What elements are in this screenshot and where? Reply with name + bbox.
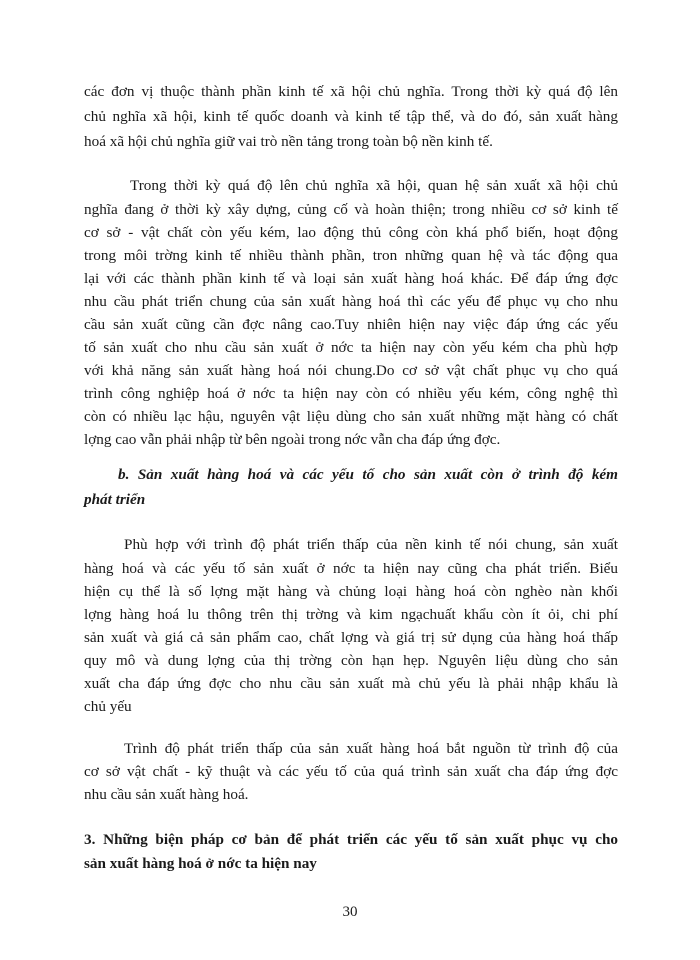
text-line: hoá xã hội chủ nghĩa giữ vai trò nền tảng trong toàn bộ nền kinh tế.	[84, 133, 493, 150]
text-line: cơ sở vật chất - kỹ thuật và các yếu tố của quá trình sản xuất cha đáp ứng đợc	[84, 763, 618, 780]
text-line: với khả năng sản xuất hàng hoá nói chung.Do cơ sở vật chất phục vụ cho quá	[84, 362, 618, 379]
text-line: trong môi trờng kinh tế nhiều thành phần, tron những quan hệ và tác động qua	[84, 247, 618, 264]
heading-line: 3. Những biện pháp cơ bản để phát triển các yếu tố sản xuất phục vụ cho	[84, 831, 618, 848]
heading-line: sản xuất hàng hoá ở nớc ta hiện nay	[84, 855, 317, 872]
text-line: lợng cao vẫn phải nhập từ bên ngoài trong nớc vẫn cha đáp ứng đợc.	[84, 431, 501, 448]
text-line: trình công nghiệp hoá ở nớc ta hiện nay còn có nhiều yếu kém, công nghệ thì	[84, 385, 618, 402]
text-line: cầu sản xuất cũng cần đợc nâng cao.Tuy nhiên hiện nay việc đáp ứng các yếu	[84, 316, 618, 333]
text-line: tố sản xuất cho nhu cầu sản xuất ở nớc ta hiện nay còn yếu kém cha phù hợp	[84, 339, 618, 356]
text-line: các đơn vị thuộc thành phần kinh tế xã hội chủ nghĩa. Trong thời kỳ quá độ lên	[84, 83, 618, 100]
text-line: quy mô và dung lợng của thị trờng còn hạn hẹp. Nguyên liệu dùng cho sản	[84, 652, 618, 669]
text-line: cơ sở - vật chất còn yếu kém, lao động thủ công còn khá phổ biến, hoạt động	[84, 224, 618, 241]
text-line: chủ nghĩa xã hội, kinh tế quốc doanh và kinh tế tập thể, và do đó, sản xuất hàng	[84, 108, 618, 125]
text-line: Trình độ phát triển thấp của sản xuất hàng hoá bắt nguồn từ trình độ của	[124, 740, 618, 757]
text-line: nhu cầu sản xuất hàng hoá.	[84, 786, 249, 803]
text-line: Trong thời kỳ quá độ lên chủ nghĩa xã hội, quan hệ sản xuất xã hội chủ	[130, 177, 618, 194]
heading-line: b. Sản xuất hàng hoá và các yếu tố cho sản xuất còn ở trình độ kém	[118, 466, 618, 483]
text-line: hiện cụ thể là số lợng mặt hàng và chủng loại hàng hoá còn nghèo nàn khối	[84, 583, 618, 600]
text-line: sản xuất và giá cả sản phẩm cao, chất lợng và giá trị sử dụng của hàng hoá thấp	[84, 629, 618, 646]
text-line: còn có nhiều lạc hậu, nguyên vật liệu dùng cho sản xuất những mặt hàng có chất	[84, 408, 618, 425]
text-line: lợng hàng hoá lu thông trên thị trờng và kim ngạchuất khẩu còn ít ỏi, chi phí	[84, 606, 618, 623]
heading-line: phát triển	[84, 491, 146, 508]
text-line: hàng hoá và các yếu tố sản xuất ở nớc ta hiện nay cũng cha phát triển. Biểu	[84, 560, 618, 577]
text-line: chủ yếu	[84, 698, 132, 715]
text-line: nghĩa đang ở thời kỳ xây dựng, củng cố và hoàn thiện; trong nhiều cơ sở kinh tế	[84, 201, 618, 218]
text-line: nhu cầu phát triển chung của sản xuất hàng hoá thì các yếu để phục vụ cho nhu	[84, 293, 618, 310]
page-number: 30	[342, 904, 358, 920]
text-line: lại với các thành phần kinh tế và loại sản xuất hàng hoá khác. Để đáp ứng đợc	[84, 270, 618, 287]
text-line: xuất cha đáp ứng đợc cho nhu cầu sản xuất mà chủ yếu là phải nhập khẩu là	[84, 675, 618, 692]
text-line: Phù hợp với trình độ phát triển thấp của nền kinh tế nói chung, sản xuất	[124, 536, 618, 553]
